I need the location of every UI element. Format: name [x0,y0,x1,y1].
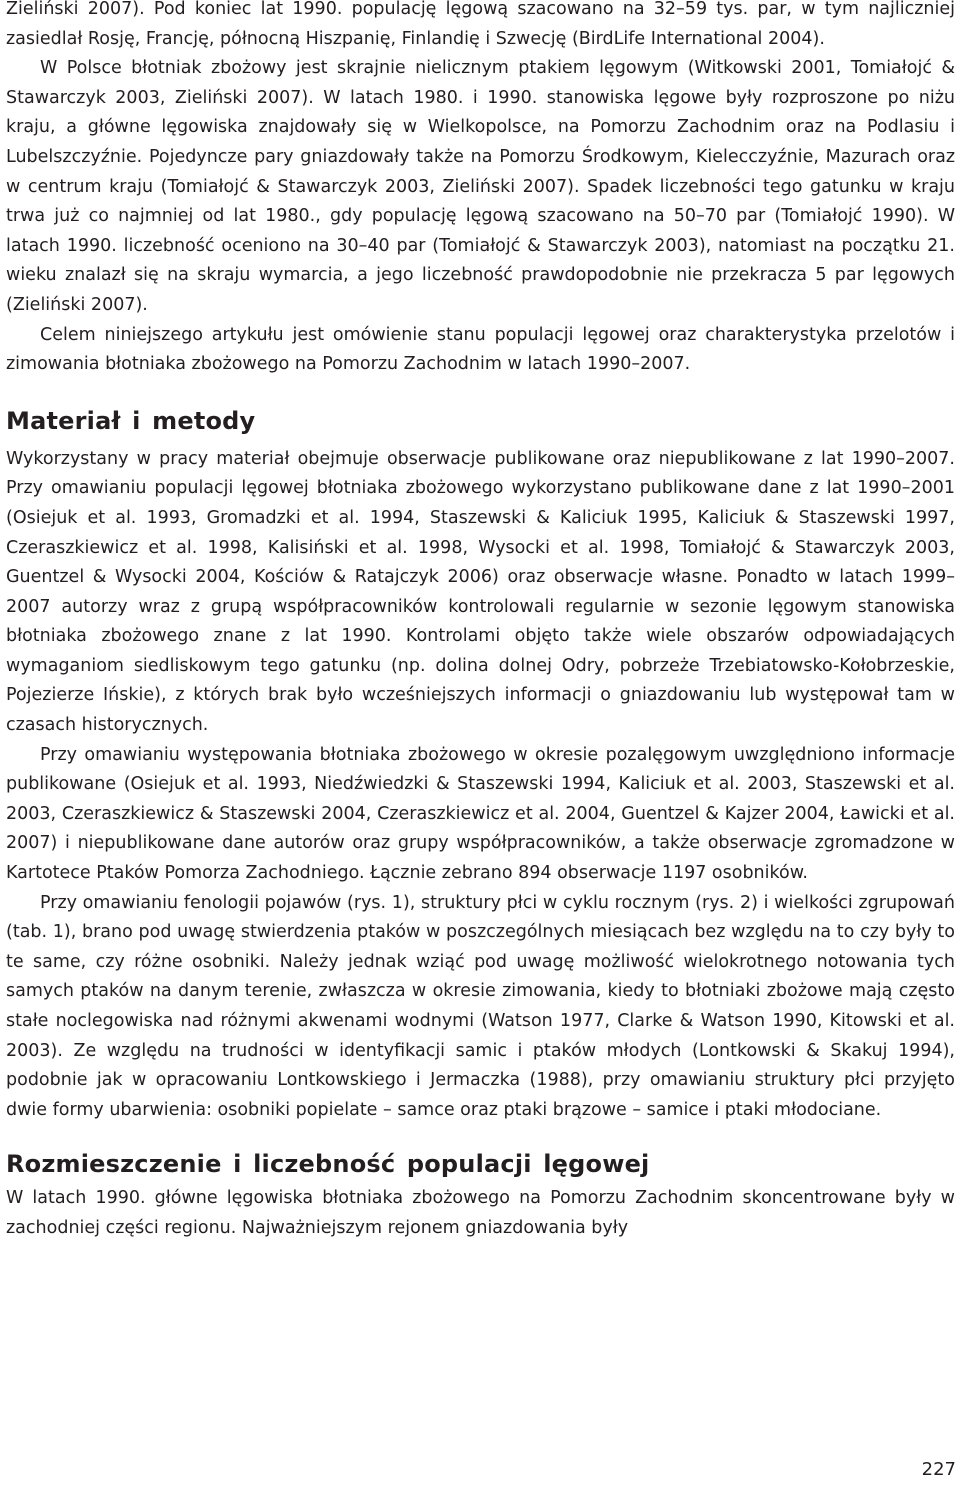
paragraph-methods-material: Wykorzystany w pracy materiał obejmuje obserwacje publikowane oraz niepublikowane z lat 1990–2007. Przy omawianiu populacji lęgowej błotniaka zbożowego wykorzystano publikowane dane z lat 1990–2001 (Osiejuk et al. 1993, Gromadzki et al. 1994, Staszewski & Kaliciuk 1995, Kaliciuk & Staszewski 1997, Czeraszkiewicz et al. 1998, Kalisiński et al. 1998, Wysocki et al. 1998, Tomiałojć & Stawarczyk 2003, Guentzel & Wysocki 2004, Kościów & Ratajczyk 2006) oraz obserwacje własne. Ponadto w latach 1999–2007 autorzy wraz z grupą współpracowników kontrolowali regularnie w sezonie lęgowym stanowiska błotniaka zbożowego znane z lat 1990. Kontrolami objęto także wiele obszarów odpowiadających wymaganiom siedliskowym tego gatunku (np. dolina dolnej Odry, pobrzeże Trzebiatowsko-Kołobrzeskie, Pojezierze Ińskie), z których brak było wcześniejszych informacji o gniazdowaniu lub występował tam w czasach historycznych. [6,448,955,736]
paragraph-methods-nonbreeding: Przy omawianiu występowania błotniaka zbożowego w okresie pozalęgowym uwzględniono informacje publikowane (Osiejuk et al. 1993, Niedźwiedzki & Staszewski 1994, Kaliciuk et al. 2003, Staszewski et al. 2003, Czeraszkiewicz & Staszewski 2004, Czeraszkiewicz et al. 2004, Guentzel & Kajzer 2004, Ławicki et al. 2007) i niepublikowane dane autorów oraz grupy współpracowników, a także obserwacje zgromadzone w Kartotece Ptaków Pomorza Zachodniego. Łącznie zebrano 894 obserwacje 1197 osobników. [6,744,955,884]
paragraph-article-aim: Celem niniejszego artykułu jest omówienie stanu populacji lęgowej oraz charakterystyka przelotów i zimowania błotniaka zbożowego na Pomorzu Zachodnim w latach 1990–2007. [6,324,955,375]
section-heading-methods: Materiał i metody [6,406,256,435]
paragraph-poland-status: W Polsce błotniak zbożowy jest skrajnie nielicznym ptakiem lęgowym (Witkowski 2001, Tomiałojć & Stawarczyk 2003, Zieliński 2007). W latach 1980. i 1990. stanowiska lęgowe były rozproszone po niżu kraju, a główne lęgowiska znajdowały się w Wielkopolsce, na Pomorzu Zachodnim oraz na Podlasiu i Lubelszczyźnie. Pojedyncze pary gniazdowały także na Pomorzu Środkowym, Kielecczyźnie, Mazurach oraz w centrum kraju (Tomiałojć & Stawarczyk 2003, Zieliński 2007). Spadek liczebności tego gatunku w kraju trwa już co najmniej od lat 1980., gdy populację lęgową szacowano na 50–70 par (Tomiałojć 1990). W latach 1990. liczebność oceniono na 30–40 par (Tomiałojć & Stawarczyk 2003), natomiast na początku 21. wieku znalazł się na skraju wymarcia, a jego liczebność prawdopodobnie nie przekracza 5 par lęgowych (Zieliński 2007). [6,58,955,315]
page-body [6,0,955,1244]
paragraph-distribution-start: W latach 1990. główne lęgowiska błotniaka zbożowego na Pomorzu Zachodnim skoncentrowane były w zachodniej części regionu. Najważniejszym rejonem gniazdowania były [6,1188,955,1238]
paragraph-intro-end: Zieliński 2007). Pod koniec lat 1990. populację lęgową szacowano na 32–59 tys. par, w tym najliczniej zasiedlał Rosję, Francję, północną Hiszpanię, Finlandię i Szwecję (BirdLife International 2004). [6,0,955,49]
section-heading-distribution: Rozmieszczenie i liczebność populacji lęgowej [6,1150,650,1179]
paragraph-methods-phenology: Przy omawianiu fenologii pojawów (rys. 1), struktury płci w cyklu rocznym (rys. 2) i wielkości zgrupowań (tab. 1), brano pod uwagę stwierdzenia ptaków w poszczególnych miesiącach bez względu na to czy były to te same, czy różne osobniki. Należy jednak wziąć pod uwagę możliwość wielokrotnego notowania tych samych ptaków na danym terenie, zwłaszcza w okresie zimowania, kiedy to błotniaki zbożowe mają często stałe noclegowiska nad różnymi akwenami wodnymi (Watson 1977, Clarke & Watson 1990, Kitowski et al. 2003). Ze względu na trudności w identyfikacji samic i ptaków młodych (Lontkowski & Skakuj 1994), podobnie jak w opracowaniu Lontkowskiego i Jermaczka (1988), przy omawianiu struktury płci przyjęto dwie formy ubarwienia: osobniki popielate – samce oraz ptaki brązowe – samice i ptaki młodociane. [6,892,955,1120]
page-number: 227 [921,1459,956,1480]
